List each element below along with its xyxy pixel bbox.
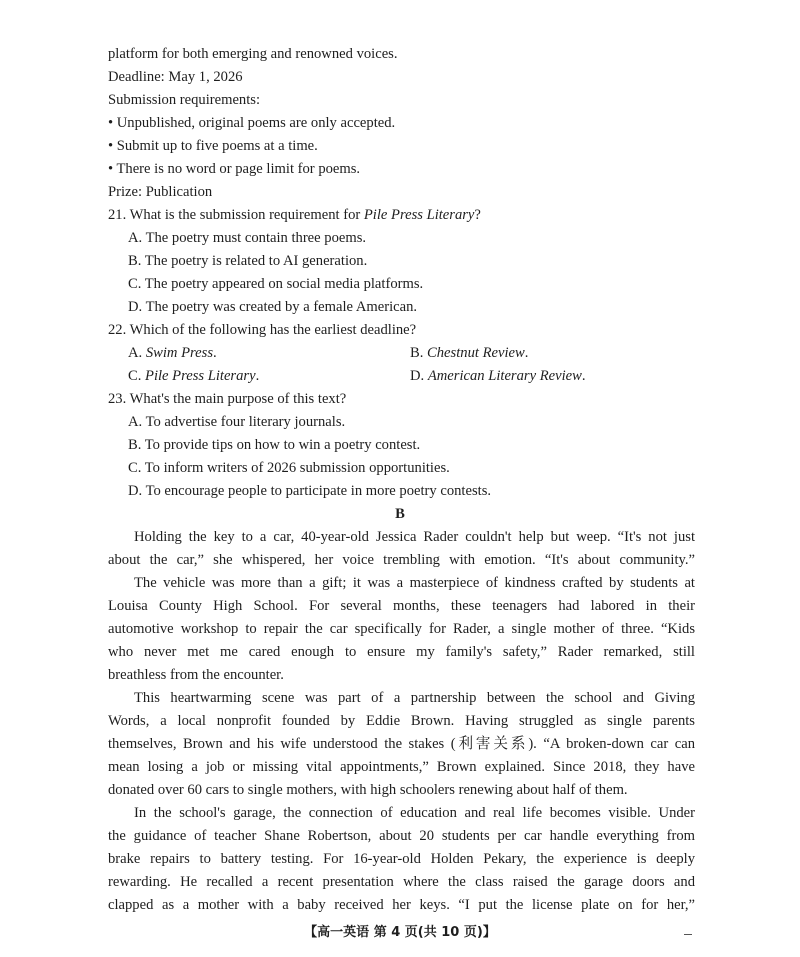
passage-line: automotive workshop to repair the car specifically for Rader, a single mother of three. “Kids <box>108 621 695 637</box>
passage-line: Louisa County High School. For several months, these teenagers had labored in their <box>108 598 695 614</box>
requirement-bullet: • Unpublished, original poems are only accepted. <box>108 115 396 131</box>
question-21-stem <box>108 205 481 225</box>
requirement-bullet: • Submit up to five poems at a time. <box>108 138 318 154</box>
footer-mark <box>684 934 692 935</box>
deadline: Deadline: May 1, 2026 <box>108 69 243 85</box>
option-23-a: A. To advertise four literary journals. <box>128 414 346 430</box>
passage-line: about the car,” she whispered, her voice trembling with emotion. “It's about community.” <box>108 552 695 568</box>
requirements-title: Submission requirements: <box>108 92 261 108</box>
passage-line: Words, a local nonprofit founded by Eddie Brown. Having struggled as single parents <box>108 713 695 729</box>
passage-line: the guidance of teacher Shane Robertson, about 20 students per car handle everything from <box>108 828 695 844</box>
requirement-bullet: • There is no word or page limit for poems. <box>108 161 361 177</box>
passage-line: breathless from the encounter. <box>108 667 284 683</box>
option-22-c: C. Pile Press Literary. <box>128 368 260 384</box>
passage-line: This heartwarming scene was part of a partnership between the school and Giving <box>134 690 695 706</box>
stem-text: 21. What is the submission requirement for <box>108 207 364 223</box>
option-23-d: D. To encourage people to participate in more poetry contests. <box>128 483 492 499</box>
journal-title: Pile Press Literary <box>363 207 475 223</box>
passage-line: The vehicle was more than a gift; it was a masterpiece of kindness crafted by students at <box>134 575 695 591</box>
passage-line: brake repairs to battery testing. For 16-year-old Holden Pekary, the experience is deeply <box>108 851 695 867</box>
option-21-b: B. The poetry is related to AI generation. <box>128 253 368 269</box>
option-23-b: B. To provide tips on how to win a poetry contest. <box>128 437 421 453</box>
option-21-c: C. The poetry appeared on social media platforms. <box>128 276 424 292</box>
passage-line: rewarding. He recalled a recent presentation where the class raised the garage doors and <box>108 874 695 890</box>
passage-line: In the school's garage, the connection of education and real life becomes visible. Under <box>134 805 695 821</box>
option-21-d: D. The poetry was created by a female American. <box>128 299 418 315</box>
passage-line: mean losing a job or missing vital appointments,” Brown explained. Since 2018, they have <box>108 759 695 775</box>
option-22-d: D. American Literary Review. <box>410 368 586 384</box>
option-22-b: B. Chestnut Review. <box>410 345 529 361</box>
option-22-a: A. Swim Press. <box>128 345 217 361</box>
page-footer: 【高一英语 第 4 页(共 10 页)】 <box>304 925 496 940</box>
passage-line: who never met me cared enough to ensure my family's safety,” Rader remarked, still <box>108 644 695 660</box>
prize: Prize: Publication <box>108 184 213 200</box>
stem-end: ? <box>474 207 481 223</box>
intro-line: platform for both emerging and renowned voices. <box>108 46 398 62</box>
question-23-stem: 23. What's the main purpose of this text? <box>108 391 347 407</box>
option-21-a: A. The poetry must contain three poems. <box>128 230 367 246</box>
option-23-c: C. To inform writers of 2026 submission opportunities. <box>128 460 450 476</box>
section-heading: B <box>395 506 405 522</box>
passage-line: donated over 60 cars to single mothers, with high schoolers renewing about half of them. <box>108 782 628 798</box>
passage-line: themselves, Brown and his wife understood the stakes (利害关系). “A broken-down car can <box>108 736 695 752</box>
passage-line: Holding the key to a car, 40-year-old Jessica Rader couldn't help but weep. “It's not just <box>134 529 695 545</box>
question-22-stem: 22. Which of the following has the earliest deadline? <box>108 322 417 338</box>
passage-line: clapped as a mother with a baby received her keys. “I put the license plate on for her,” <box>108 897 695 913</box>
